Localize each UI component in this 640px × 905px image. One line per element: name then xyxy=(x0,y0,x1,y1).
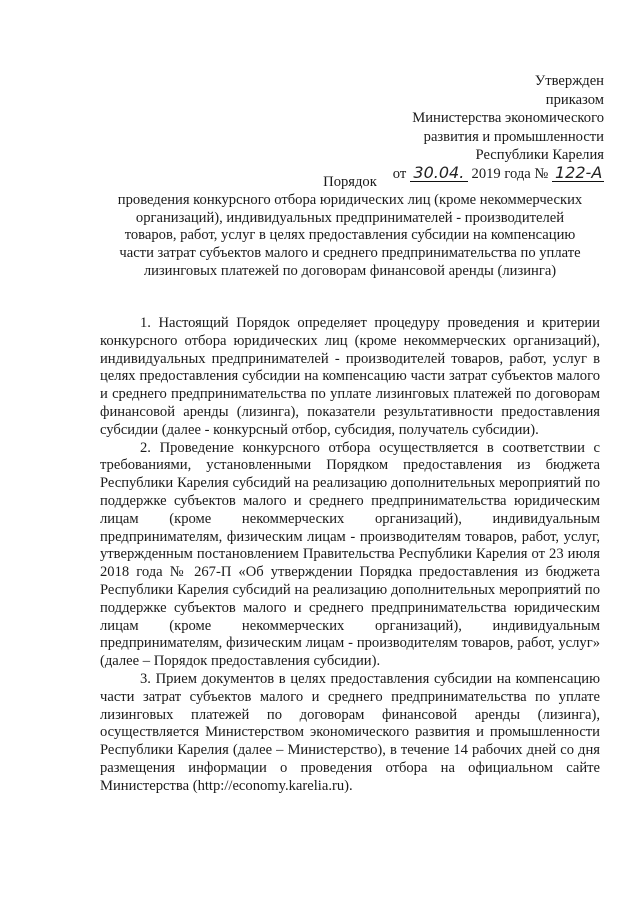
approval-line-approved: Утвержден xyxy=(534,73,604,89)
handwritten-order-number: 122-А xyxy=(552,165,604,182)
approval-from-label: от xyxy=(392,165,407,182)
paragraph-3: 3. Прием документов в целях предоставления субсидии на компенсацию части затрат субъектов малого и среднего предпринимательства по уплате лизинговых платежей по договорам финансовой аренды (лизинга), осуществляется Министерством экономического развития и промышленности Республики Карелия (далее – Министерство), в течение 14 рабочих дней со дня размещения информации о проведения отбора на официальном сайте Министерства (http://economy.karelia.ru). xyxy=(100,670,600,794)
title-heading: Порядок xyxy=(323,174,377,190)
approval-year-text: 2019 года № xyxy=(471,165,549,182)
document-body xyxy=(100,315,600,796)
approval-line-development: развития и промышленности xyxy=(423,128,604,145)
approval-line-republic: Республики Карелия xyxy=(475,147,604,164)
title-text: проведения конкурсного отбора юридических лиц (кроме некоммерческих организаций), индивидуальных предпринимателей - производителей товаров, работ, услуг в целях предоставления субсидии на компенсацию части затрат субъектов малого и среднего предпринимательства по уплате лизинговых платежей по договорам финансовой аренды (лизинга) xyxy=(117,191,583,279)
document-title xyxy=(110,174,590,281)
handwritten-date: 30.04. xyxy=(410,165,468,182)
approval-line-ministry: Министерства экономического xyxy=(412,110,604,127)
approval-stamp-block xyxy=(393,72,604,184)
approval-line-order: приказом xyxy=(545,91,604,108)
paragraph-1: 1. Настоящий Порядок определяет процедуру проведения и критерии конкурсного отбора юридических лиц (кроме некоммерческих организаций), индивидуальных предпринимателей - производителей товаров, работ, услуг в целях предоставления субсидии на компенсацию части затрат субъектов малого и среднего предпринимательства по уплате лизинговых платежей по договорам финансовой аренды (лизинга), показатели результативности предоставления субсидии (далее - конкурсный отбор, субсидия, получатель субсидии). xyxy=(100,315,600,438)
paragraph-2: 2. Проведение конкурсного отбора осуществляется в соответствии с требованиями, установленными Порядком предоставления из бюджета Республики Карелия субсидий на реализацию дополнительных мероприятий по поддержке субъектов малого и среднего предпринимательства юридическим лицам (кроме некоммерческих организаций), индивидуальным предпринимателям, физическим лицам - производителям товаров, работ, услуг, утвержденным постановлением Правительства Республики Карелия от 23 июля 2018 года № 267-П «Об утверждении Порядка предоставления из бюджета Республики Карелия субсидий на реализацию дополнительных мероприятий по поддержке субъектов малого и среднего предпринимательства юридическим лицам (кроме некоммерческих организаций), индивидуальным предпринимателям, физическим лицам - производителям товаров, работ, услуг» (далее – Порядок предоставления субсидии). xyxy=(100,439,600,670)
